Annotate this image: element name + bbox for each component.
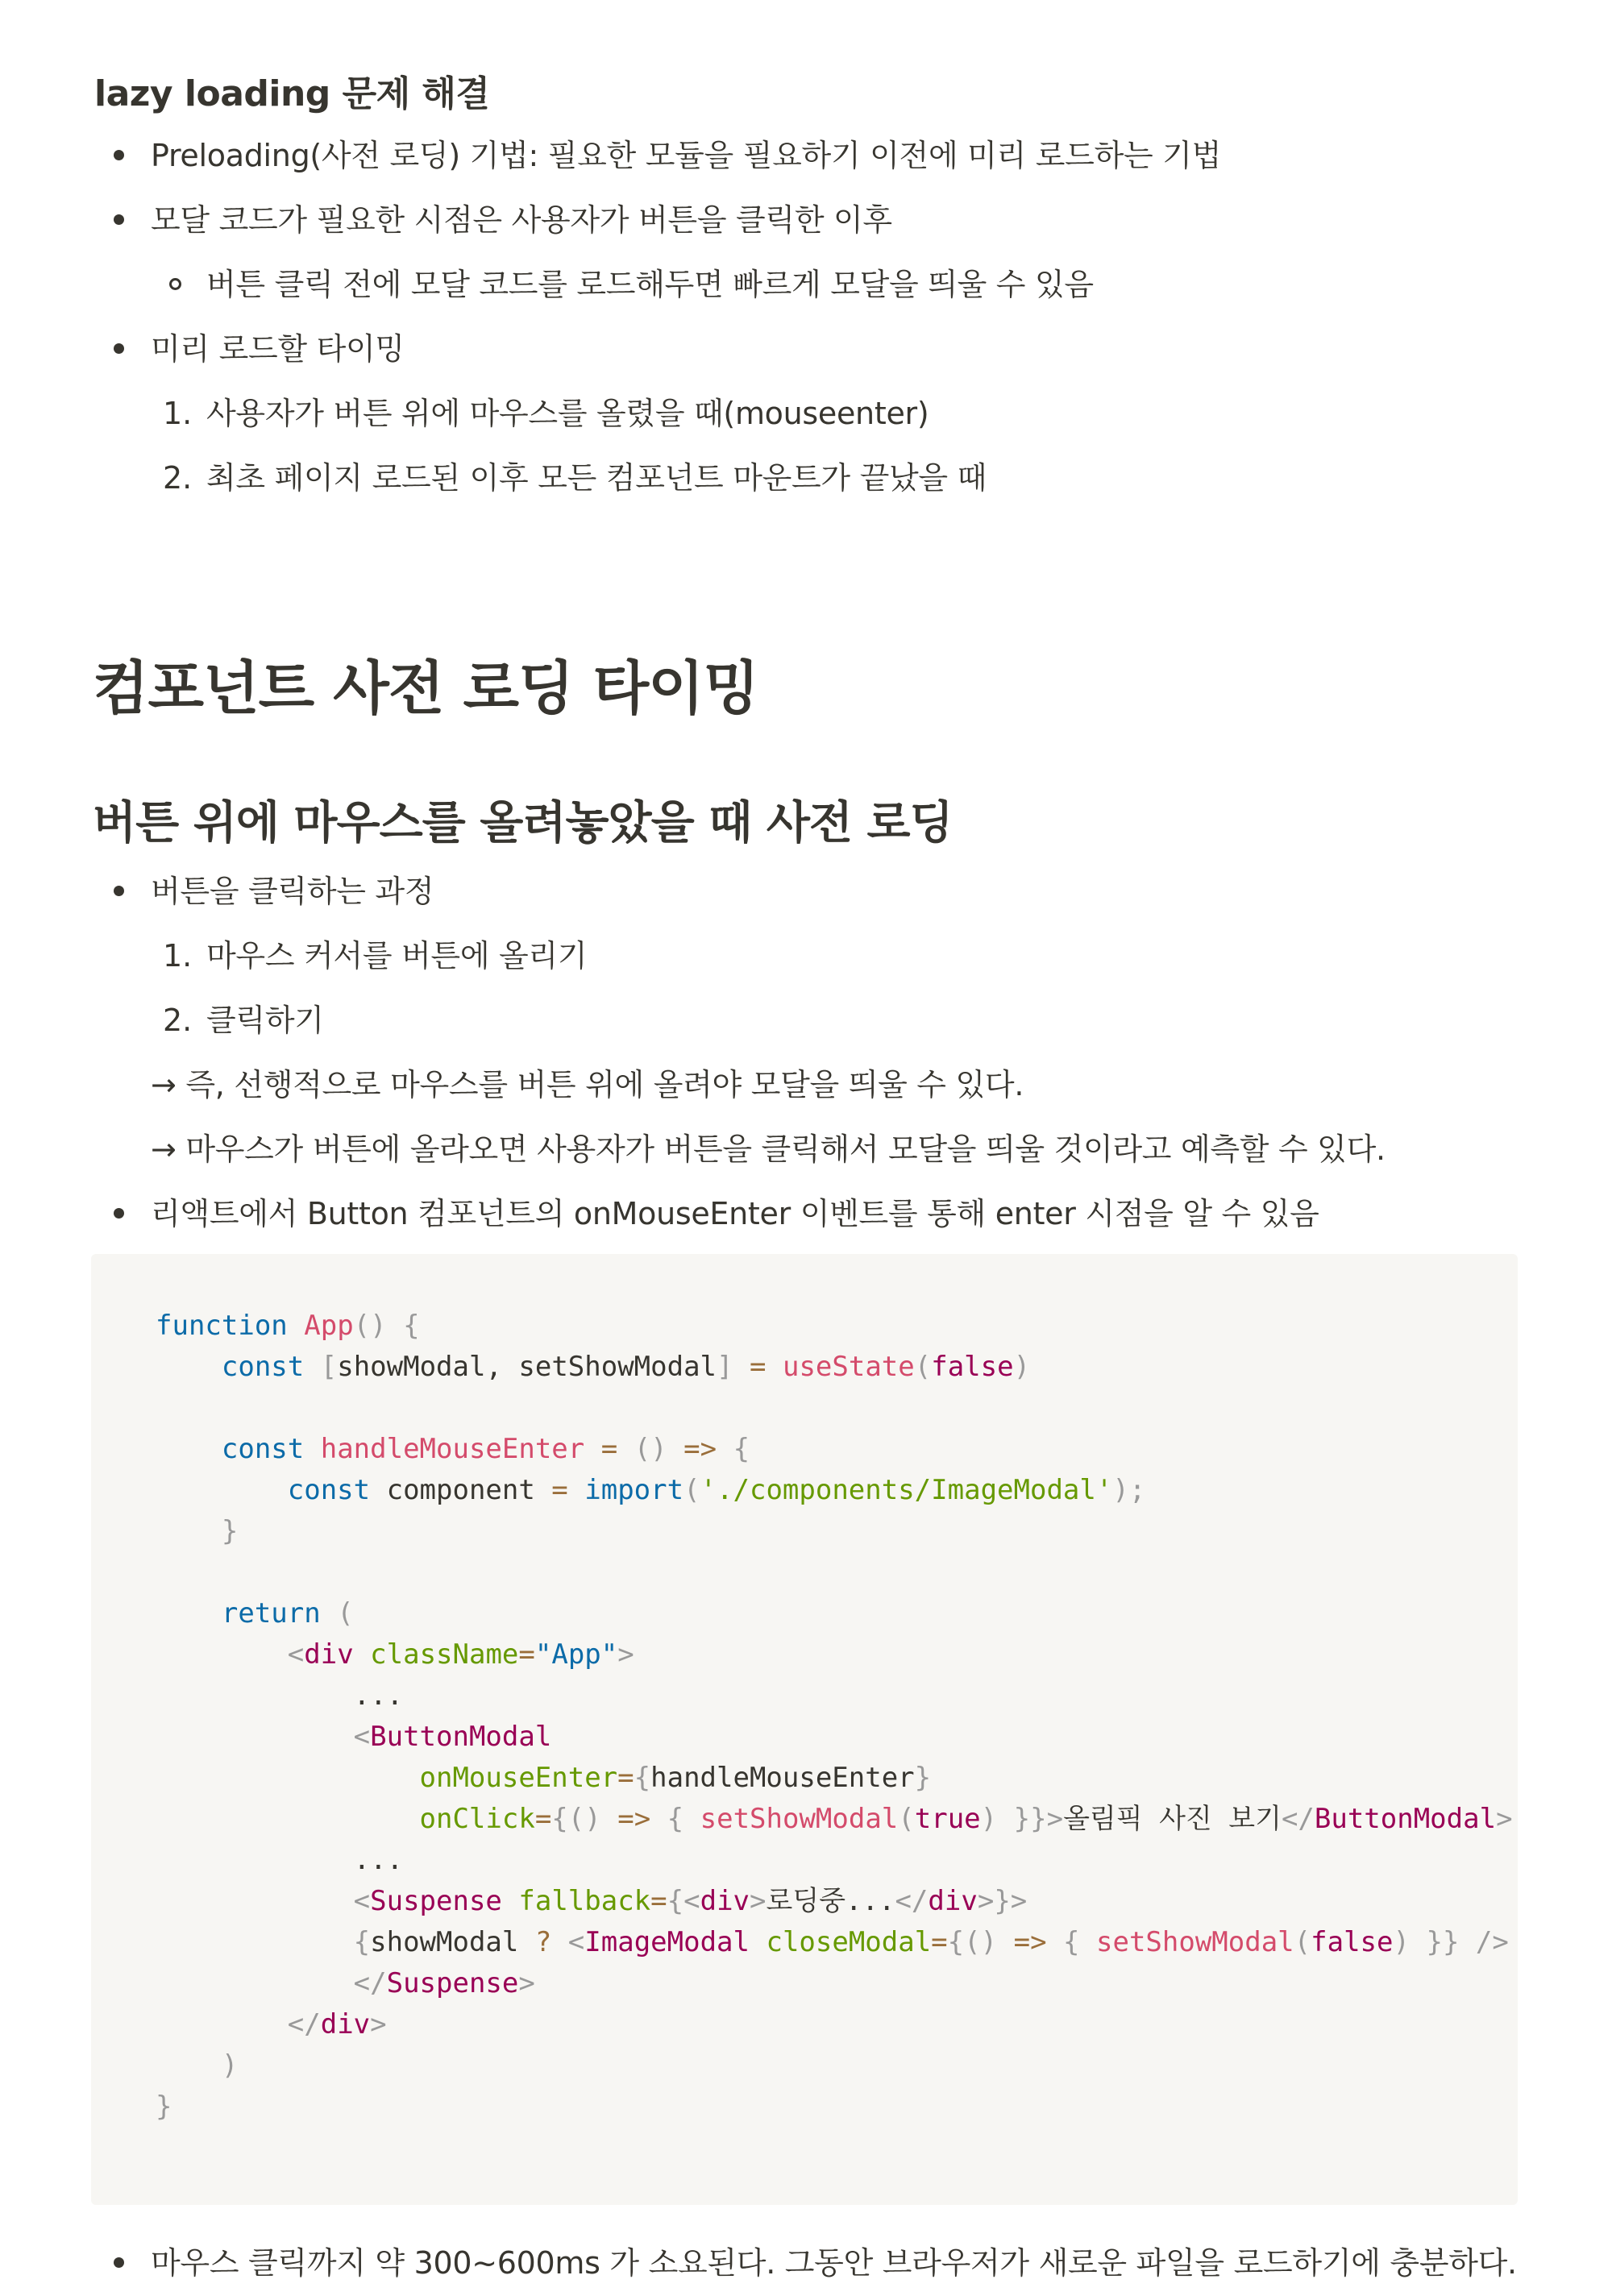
- section-heading-lazy-loading: lazy loading 문제 해결: [94, 73, 490, 114]
- code-line: function App() {: [156, 1310, 420, 1342]
- list-item: 모달 코드가 필요한 시점은 사용자가 버튼을 클릭한 이후: [151, 202, 892, 238]
- code-line: ...: [156, 1679, 404, 1712]
- section-heading-mouse-hover: 버튼 위에 마우스를 올려놓았을 때 사전 로딩: [93, 797, 953, 849]
- bullet-dot: [114, 214, 124, 225]
- list-item: 마우스 클릭까지 약 300~600ms 가 소요된다. 그동안 브라우저가 새로운 파일을 로드하기에 충분하다.: [151, 2245, 1517, 2281]
- code-line: onClick={() => { setShowModal(true) }}>올림픽 사진 보기</ButtonModal>: [419, 1803, 1513, 1835]
- bullet-dot: [114, 1208, 124, 1219]
- list-item: Preloading(사전 로딩) 기법: 필요한 모듈을 필요하기 이전에 미리 로드하는 기법: [151, 138, 1221, 173]
- code-line: ...: [156, 1844, 404, 1876]
- sub-list-item: 버튼 클릭 전에 모달 코드를 로드해두면 빠르게 모달을 띄울 수 있음: [206, 267, 1094, 302]
- code-line: const component = import('./components/ImageModal');: [287, 1474, 1146, 1506]
- code-line: onMouseEnter={handleMouseEnter}: [419, 1762, 932, 1794]
- code-line: const [showModal, setShowModal] = useState(false): [221, 1351, 1031, 1383]
- code-line: return (: [221, 1597, 354, 1630]
- ordered-number: 1.: [163, 396, 193, 431]
- ordered-item: 사용자가 버튼 위에 마우스를 올렸을 때(mouseenter): [206, 396, 929, 431]
- bullet-dot: [114, 886, 124, 896]
- ordered-item: 마우스 커서를 버튼에 올리기: [206, 938, 588, 974]
- ordered-number: 2.: [163, 1003, 193, 1038]
- code-line: {showModal ? <ImageModal closeModal={() => { setShowModal(false) }} />: [353, 1926, 1509, 1958]
- bullet-dot: [114, 2257, 124, 2268]
- bullet-dot: [114, 343, 124, 354]
- code-line: <div className="App">: [287, 1638, 634, 1671]
- code-line: </Suspense>: [353, 1967, 535, 1999]
- page-title: 컴포넌트 사전 로딩 타이밍: [93, 654, 759, 722]
- ordered-number: 1.: [163, 938, 193, 974]
- ordered-number: 2.: [163, 460, 193, 496]
- code-line: const handleMouseEnter = () => {: [221, 1433, 750, 1465]
- code-line: }: [156, 2090, 172, 2123]
- ordered-item: 클릭하기: [206, 1003, 324, 1038]
- code-line: </div>: [287, 2008, 387, 2041]
- bullet-dot: [114, 150, 124, 160]
- code-line: ): [221, 2049, 239, 2082]
- arrow-note: → 즉, 선행적으로 마우스를 버튼 위에 올려야 모달을 띄울 수 있다.: [151, 1067, 1024, 1102]
- sub-bullet-circle: [169, 278, 181, 290]
- list-item: 미리 로드할 타이밍: [151, 331, 405, 367]
- code-line: }: [221, 1515, 239, 1547]
- arrow-note: → 마우스가 버튼에 올라오면 사용자가 버튼을 클릭해서 모달을 띄울 것이라고 예측할 수 있다.: [151, 1131, 1386, 1167]
- ordered-item: 최초 페이지 로드된 이후 모든 컴포넌트 마운트가 끝났을 때: [206, 460, 987, 496]
- list-item: 리액트에서 Button 컴포넌트의 onMouseEnter 이벤트를 통해 enter 시점을 알 수 있음: [151, 1196, 1319, 1231]
- list-item: 버튼을 클릭하는 과정: [151, 874, 434, 909]
- code-line: <ButtonModal: [353, 1721, 552, 1753]
- code-line: <Suspense fallback={<div>로딩중...</div>}>: [353, 1885, 1028, 1917]
